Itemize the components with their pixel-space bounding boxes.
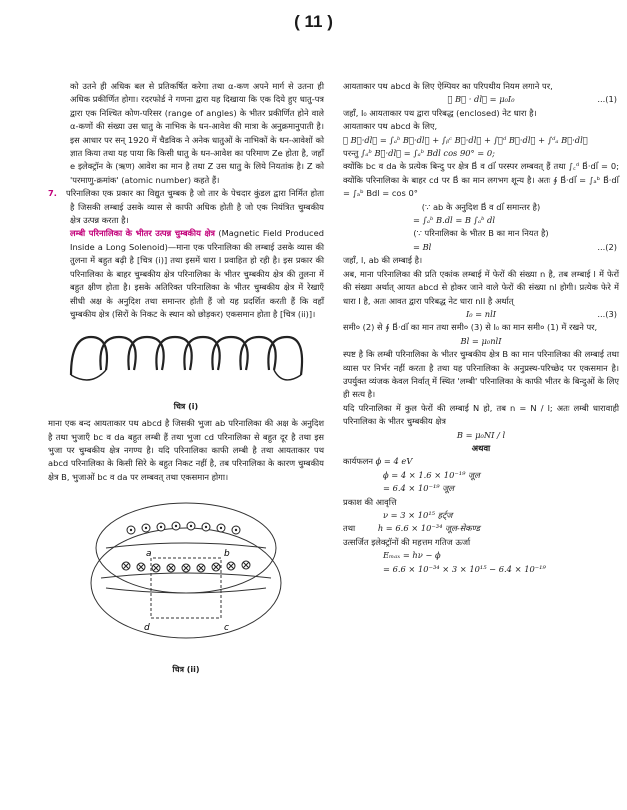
equation-12: ν = 3 × 10¹⁵ हर्ट्ज <box>383 510 453 520</box>
figure-1 <box>48 325 324 413</box>
left-column <box>48 80 324 680</box>
coil-loop <box>128 337 163 370</box>
work-function-line <box>343 455 619 468</box>
equation-1-body: ∮ B⃗ · dl⃗ = μ₀I₀ <box>447 94 515 105</box>
paragraph-rutherford: को उतने ही अधिक बल से प्रतिकर्षित करेगा तथा α-कण अपने मार्ग से उतना ही अधिक प्रकीर्णित होगा। रदरफोर्ड ने गणना द्वारा यह दिखाया कि एक दिये हुए धातु-पत्र द्वारा एक निश्चित कोण-परिसर (range of angles) के भीतर प्रकीर्णित होने वाले α-कणों की संख्या उस धातु के नाभिक के धन-आवेश की मात्रा के अनुक्रमानुपाती है। इस आधार पर सन् 1920 में चैडविक ने अनेक धातुओं के नाभिकों के धन-आवेशों को ज्ञात किया तथा यह पाया कि किसी धातु के धन-आवेश का परिमाण Ze होता है, जहाँ e इलेक्ट्रॉन के (ऋण) आवेश का मान है तथा Z उस धातु के लिये नियतांक है। Z को 'परमाणु-क्रमांक' (atomic number) कहते हैं। <box>70 81 324 185</box>
equation-5: = ∫ₐᵇ B.dl = B ∫ₐᵇ dl <box>413 215 496 226</box>
equation-2: ∮ B⃗·dl⃗ = ∫ₐᵇ B⃗·dl⃗ + ∫ᵦᶜ B⃗·dl⃗ + ∫꜀ᵈ B⃗·dl⃗ + ∫ᵈₐ B⃗·dl⃗ <box>343 134 588 145</box>
conclusion-paragraph: स्पष्ट है कि लम्बी परिनालिका के भीतर चुम्बकीय क्षेत्र B का मान परिनालिका की लम्बाई तथा व्यास पर निर्भर नहीं करता है तथा यह परिनालिका के अनुप्रस्थ-परिच्छेद पर एकसमान है। उपर्युक्त व्यंजक केवल निर्वात् में स्थित 'लम्बी' परिनालिका के काफी भीतर के बिन्दुओं के लिए ही सत्य है। <box>343 349 619 400</box>
paragraph-solenoid: —माना एक परिनालिका की लम्बाई उसके व्यास की तुलना में बहुत बढ़ी है [चित्र (i)] तथा इसमें धारा I प्रवाहित हो रही है। इस प्रकार की परिनालिका के बाहर चुम्बकीय क्षेत्र परिनालिका के भीतर चुम्बकीय क्षेत्र की तुलना में बहुत क्षीण होता है। इसके अतिरिक्त परिनालिका के भीतर चुम्बकीय क्षेत्र में रेखाएँ सीधी अक्ष के अनुदिश तथा समान्तर होती हैं जो यह प्रदर्शित करती हैं कि वहाँ चुम्बकीय क्षेत्र (सिरों के निकट के स्थान को छोड़कर) एकसमान होता है [चित्र (ii)]। <box>70 241 324 319</box>
right-column <box>343 80 619 576</box>
equation-7-body: I₀ = nlI <box>465 308 497 319</box>
length-note: जहाँ, l, ab की लम्बाई है। <box>343 255 423 266</box>
equation-11: = 6.4 × 10⁻¹⁹ जूल <box>383 483 455 494</box>
equation-3-body: ∫ₐᵇ B⃗·dl⃗ = ∫ₐᵇ Bdl cos 90° = 0; <box>361 148 495 159</box>
figure-1-caption: चित्र (i) <box>173 401 199 411</box>
field-line <box>106 588 266 593</box>
amperian-loop <box>151 558 221 618</box>
field-line <box>101 573 271 578</box>
solenoid-diagram <box>61 325 311 395</box>
equation-3 <box>343 147 619 160</box>
label-c: c <box>224 623 229 634</box>
figure-2 <box>48 488 324 676</box>
work-function-value: ϕ = 4 eV <box>375 456 413 467</box>
equation-3-prefix: परन्तु <box>343 148 359 159</box>
equation-7-tag: ...(3) <box>597 308 617 319</box>
label-d: d <box>144 623 150 634</box>
section-heading-en: (Magnetic Field Produced Inside a Long Solenoid) <box>70 228 324 252</box>
coil-loop <box>156 337 191 370</box>
substitution-note: समी० (2) से ∮ B⃗·dl⃗ का मान तथा समी० (3) से I₀ का मान समी० (1) में रखने पर, <box>343 322 598 333</box>
equation-6-tag: ...(2) <box>597 241 617 252</box>
work-function-label: कार्यफलन <box>343 456 373 467</box>
enclosed-current-note: जहाँ, I₀ आयताकार पथ द्वारा परिबद्ध (enclosed) नेट धारा है। <box>343 107 537 118</box>
equation-1 <box>343 93 619 106</box>
equation-13-line <box>343 522 619 535</box>
ampere-law-intro: आयताकार पथ abcd के लिए ऐम्पियर का परिपथीय नियम लगाने पर, <box>343 81 553 91</box>
equation-6 <box>343 241 619 254</box>
frequency-label: प्रकाश की आवृत्ति <box>343 496 397 507</box>
tatha-label: तथा <box>343 523 356 534</box>
paragraph-rectangular-path: माना एक बन्द आयताकार पथ abcd है जिसकी भुजा ab परिनालिका की अक्ष के अनुदिश है तथा भुजाएँ bc व da बहुत लम्बी हैं तथा भुजा cd परिनालिका से बहुत दूर है तथा इस भुजा पर चुम्बकीय क्षेत्र नगण्य है। यदि परिनालिका काफी लम्बी है तथा आयताकार पथ abcd परिनालिका के किसी सिरे के बहुत निकट नहीं है, तब परिनालिका के कारण चुम्बकीय क्षेत्र B, भुजाओं bc व da पर लम्बवत् तथा एकसमान होगा। <box>48 418 324 482</box>
question-7 <box>48 187 324 227</box>
equation-8: Bl = μ₀nlI <box>460 335 502 346</box>
equation-15: = 6.6 × 10⁻³⁴ × 3 × 10¹⁵ − 6.4 × 10⁻¹⁹ <box>383 563 546 574</box>
equation-5-note: (∵ परिनालिका के भीतर B का मान नियत है) <box>413 228 549 239</box>
equation-4-note: (∵ ab के अनुदिश B⃗ व dl⃗ समान्तर है) <box>421 201 541 212</box>
equation-13: h = 6.6 × 10⁻³⁴ जूल-सेकण्ड <box>377 523 480 534</box>
coil-loop <box>212 337 247 370</box>
field-line <box>96 503 276 593</box>
athva-heading: अथवा <box>471 442 491 453</box>
label-a: a <box>146 549 152 560</box>
solenoid-section <box>48 227 324 321</box>
perpendicular-explanation: क्योंकि bc व da के प्रत्येक बिन्दु पर क्षेत्र B⃗ व dl⃗ परस्पर लम्बवत् हैं तथा ∫꜀ᵈ B⃗·dl⃗ = 0; क्योंकि परिनालिका के बाहर cd पर B⃗ का मान लगभग शून्य है। अतः ∮ B⃗·dl⃗ = ∫ₐᵇ B⃗·dl⃗ = ∫ₐᵇ Bdl = cos 0° <box>343 161 619 199</box>
figure-2-caption: चित्र (ii) <box>172 664 200 674</box>
equation-10: ϕ = 4 × 1.6 × 10⁻¹⁹ जूल <box>383 469 480 480</box>
field-line <box>106 543 266 548</box>
label-b: b <box>224 549 230 560</box>
equation-6-body: = Bl <box>413 241 432 252</box>
total-turns-paragraph: यदि परिनालिका में कुल फेरों की लम्बाई N हो, तब n = N / l; अतः लम्बी धारावाही परिनालिका के भीतर चुम्बकीय क्षेत्र <box>343 402 619 427</box>
rectangular-path-intro: आयताकार पथ abcd के लिए, <box>343 121 438 132</box>
equation-7 <box>343 308 619 321</box>
question-7-text: परिनालिका एक प्रकार का विद्युत चुम्बक है जो तार के पेचदार कुंडल द्वारा निर्मित होता है जिसकी लम्बाई उसके व्यास से काफी अधिक होती है जो एक नियंत्रित चुम्बकीय क्षेत्र उत्पन्न करता है। <box>66 188 324 226</box>
section-heading: लम्बी परिनालिका के भीतर उत्पन्न चुम्बकीय क्षेत्र <box>70 228 215 239</box>
solenoid-field-diagram <box>86 488 286 658</box>
equation-14: Eₘₐₓ = hν − ϕ <box>383 550 441 561</box>
coil-loop <box>184 337 219 370</box>
coil-loop <box>240 337 275 370</box>
page-number: ( 11 ) <box>294 12 333 31</box>
kinetic-energy-label: उत्सर्जित इलेक्ट्रॉनों की महत्तम गतिज ऊर्जा <box>343 536 471 547</box>
question-number: 7. <box>48 188 57 199</box>
turns-paragraph: अब, माना परिनालिका की प्रति एकांक लम्बाई में फेरों की संख्या n है, तब लम्बाई l में फेरों की संख्या अर्थात् आयत abcd से होकर जाने वाले फेरों की संख्या nl होगी। प्रत्येक फेरे में धारा I है, अतः आवत द्वारा परिबद्ध नेट धारा nlI है अर्थात् <box>343 268 619 306</box>
field-line <box>91 528 281 638</box>
equation-9: B = μ₀NI / l <box>456 429 506 440</box>
equation-1-tag: ...(1) <box>597 94 617 105</box>
